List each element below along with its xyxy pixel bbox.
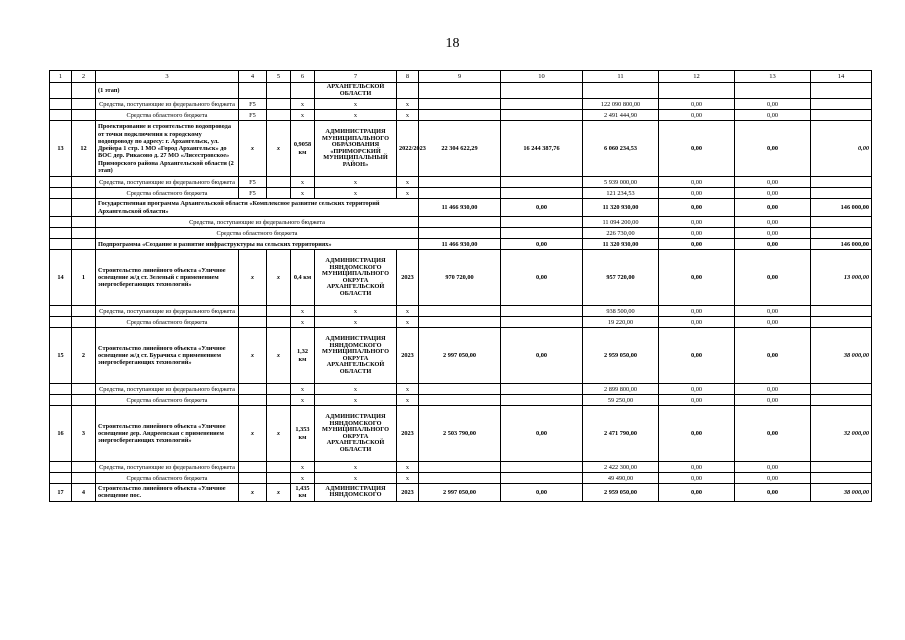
table-row (50, 384, 872, 395)
table-row (50, 110, 872, 121)
cell-c2: 3 (72, 406, 96, 462)
cell-c14: 0,00 (811, 121, 872, 177)
cell-c11: 19 220,00 (583, 317, 659, 328)
cell-c5: х (267, 484, 291, 501)
agency-cell: АДМИНИСТРАЦИЯ НЯНДОМСКОГО МУНИЦИПАЛЬНОГО ОКРУГА АРХАНГЕЛЬСКОЙ ОБЛАСТИ (315, 328, 397, 384)
cell-c9: 11 466 930,00 (419, 199, 501, 217)
cell-c8: х (397, 177, 419, 188)
table-row (50, 177, 872, 188)
cell-c2 (72, 199, 96, 217)
cell-c8: 2023 (397, 484, 419, 501)
cell-c5 (267, 306, 291, 317)
cell-c1: 13 (50, 121, 72, 177)
cell-c6: х (291, 99, 315, 110)
cell-c10 (501, 317, 583, 328)
cell-c13: 0,00 (735, 199, 811, 217)
cell-c2 (72, 395, 96, 406)
cell-c4 (239, 473, 267, 484)
cell-c8: х (397, 384, 419, 395)
cell-c14 (811, 462, 872, 473)
page-number: 18 (445, 36, 460, 51)
cell-c14 (811, 317, 872, 328)
cell-c12: 0,00 (659, 306, 735, 317)
cell-c5: х (267, 121, 291, 177)
cell-c9: 970 720,00 (419, 250, 501, 306)
cell-c12: 0,00 (659, 199, 735, 217)
cell-c8: 2023 (397, 406, 419, 462)
cell-c5 (267, 395, 291, 406)
cell-c4: F5 (239, 99, 267, 110)
cell-c14 (811, 99, 872, 110)
cell-c9 (419, 188, 501, 199)
cell-c11: 957 720,00 (583, 250, 659, 306)
cell-c2 (72, 306, 96, 317)
cell-c6: х (291, 317, 315, 328)
cell-c4: F5 (239, 110, 267, 121)
program-title: Подпрограмма «Создание и развитие инфраструктуры на сельских территориях» (96, 239, 419, 250)
cell-c4: F5 (239, 177, 267, 188)
cell-c10 (501, 473, 583, 484)
cell-c8: х (397, 462, 419, 473)
cell-c5 (267, 110, 291, 121)
cell-c10 (501, 83, 583, 99)
header-row (50, 71, 872, 83)
cell-c11: 2 959 050,00 (583, 328, 659, 384)
cell-c1 (50, 188, 72, 199)
cell-c14 (811, 217, 872, 228)
cell-c9: 11 466 930,00 (419, 239, 501, 250)
agency-cell: АДМИНИСТРАЦИЯ МУНИЦИПАЛЬНОГО ОБРАЗОВАНИЯ «ПРИМОРСКИЙ МУНИЦИПАЛЬНЫЙ РАЙОН» (315, 121, 397, 177)
funding-source: Средства, поступающие из федерального бюджета (96, 384, 239, 395)
cell-c13: 0,00 (735, 110, 811, 121)
header-cell: 2 (72, 71, 96, 83)
header-cell: 14 (811, 71, 872, 83)
cell-c9 (419, 228, 501, 239)
cell-c12: 0,00 (659, 317, 735, 328)
cell-c13 (735, 83, 811, 99)
cell-c11 (583, 83, 659, 99)
cell-c2 (72, 228, 96, 239)
cell-c14: 38 000,00 (811, 328, 872, 384)
table-row (50, 239, 872, 250)
cell-c1 (50, 239, 72, 250)
cell-c2 (72, 384, 96, 395)
cell-c14 (811, 473, 872, 484)
cell-c6: х (291, 473, 315, 484)
cell-c8: х (397, 306, 419, 317)
cell-c1 (50, 177, 72, 188)
header-cell: 13 (735, 71, 811, 83)
cell-c10 (501, 217, 583, 228)
cell-c9 (419, 462, 501, 473)
cell-c1 (50, 384, 72, 395)
cell-c2 (72, 177, 96, 188)
cell-c9: 2 997 050,00 (419, 328, 501, 384)
cell-c14 (811, 306, 872, 317)
cell-c9: 2 503 790,00 (419, 406, 501, 462)
cell-c14 (811, 395, 872, 406)
header-cell: 5 (267, 71, 291, 83)
cell-c12: 0,00 (659, 110, 735, 121)
cell-c11: 49 490,00 (583, 473, 659, 484)
table-row (50, 306, 872, 317)
cell-c6: х (291, 462, 315, 473)
object-name: Строительство линейного объекта «Уличное освещение ж/д ст. Зеленый с применением энергосберегающих технологий» (96, 250, 239, 306)
cell-c9 (419, 473, 501, 484)
cell-c1: 14 (50, 250, 72, 306)
agency-cell: х (315, 473, 397, 484)
cell-c4 (239, 306, 267, 317)
cell-c5 (267, 473, 291, 484)
cell-c1 (50, 317, 72, 328)
cell-c5 (267, 177, 291, 188)
cell-c4 (239, 83, 267, 99)
cell-c1: 15 (50, 328, 72, 384)
cell-c11: 11 320 930,00 (583, 199, 659, 217)
cell-c13: 0,00 (735, 473, 811, 484)
table-row (50, 121, 872, 177)
cell-c11: 5 939 000,00 (583, 177, 659, 188)
cell-c13: 0,00 (735, 239, 811, 250)
cell-c6: х (291, 110, 315, 121)
cell-c8: х (397, 473, 419, 484)
cell-c5 (267, 462, 291, 473)
cell-c13: 0,00 (735, 406, 811, 462)
cell-c10 (501, 306, 583, 317)
cell-c13: 0,00 (735, 484, 811, 501)
cell-c11: 226 730,00 (583, 228, 659, 239)
table-row (50, 317, 872, 328)
object-name: Строительство линейного объекта «Уличное освещение дер. Андреевская с применением энергосберегающих технологий» (96, 406, 239, 462)
cell-c6: х (291, 395, 315, 406)
cell-c13: 0,00 (735, 177, 811, 188)
program-title: Государственная программа Архангельской области «Комплексное развитие сельских территорий Архангельской области» (96, 199, 419, 217)
cell-c1 (50, 462, 72, 473)
cell-c4: х (239, 406, 267, 462)
cell-c10: 0,00 (501, 328, 583, 384)
cell-c10: 0,00 (501, 406, 583, 462)
cell-c2 (72, 239, 96, 250)
cell-c8: х (397, 317, 419, 328)
cell-c13: 0,00 (735, 121, 811, 177)
cell-c10: 16 244 387,76 (501, 121, 583, 177)
funding-source: Средства, поступающие из федерального бюджета (96, 217, 419, 228)
cell-c14 (811, 384, 872, 395)
funding-source: Средства областного бюджета (96, 317, 239, 328)
header-cell: 8 (397, 71, 419, 83)
cell-c1 (50, 306, 72, 317)
cell-c10 (501, 188, 583, 199)
agency-cell: х (315, 99, 397, 110)
cell-c1: 16 (50, 406, 72, 462)
table-body (50, 71, 872, 502)
cell-c10 (501, 384, 583, 395)
cell-c11: 121 234,53 (583, 188, 659, 199)
cell-c1 (50, 217, 72, 228)
cell-c5: х (267, 406, 291, 462)
cell-c14: 146 000,00 (811, 239, 872, 250)
object-name: Строительство линейного объекта «Уличное освещение ж/д ст. Бурачиха с применением энергосберегающих технологий» (96, 328, 239, 384)
cell-c1 (50, 228, 72, 239)
cell-c5 (267, 317, 291, 328)
table-row (50, 484, 872, 501)
cell-c11: 2 959 050,00 (583, 484, 659, 501)
cell-c2: 4 (72, 484, 96, 501)
funding-source: Средства областного бюджета (96, 110, 239, 121)
cell-c11: 11 094 200,00 (583, 217, 659, 228)
cell-c9 (419, 110, 501, 121)
cell-c1: 17 (50, 484, 72, 501)
table-row (50, 406, 872, 462)
cell-c4: х (239, 328, 267, 384)
cell-c13: 0,00 (735, 217, 811, 228)
cell-c8: х (397, 395, 419, 406)
cell-c9 (419, 99, 501, 110)
cell-c4: х (239, 250, 267, 306)
cell-c9 (419, 177, 501, 188)
cell-c12: 0,00 (659, 484, 735, 501)
funding-source: Средства областного бюджета (96, 473, 239, 484)
table-row (50, 250, 872, 306)
header-cell: 11 (583, 71, 659, 83)
cell-c12: 0,00 (659, 177, 735, 188)
cell-c2: 12 (72, 121, 96, 177)
cell-c2 (72, 110, 96, 121)
table-row (50, 217, 872, 228)
cell-c9: 2 997 050,00 (419, 484, 501, 501)
cell-c2 (72, 83, 96, 99)
agency-cell: АДМИНИСТРАЦИЯ НЯНДОМСКОГО МУНИЦИПАЛЬНОГО ОКРУГА АРХАНГЕЛЬСКОЙ ОБЛАСТИ (315, 406, 397, 462)
cell-c13: 0,00 (735, 306, 811, 317)
cell-c5: х (267, 250, 291, 306)
funding-source: Средства, поступающие из федерального бюджета (96, 177, 239, 188)
agency-cell: х (315, 462, 397, 473)
cell-c12: 0,00 (659, 462, 735, 473)
cell-c6: х (291, 306, 315, 317)
cell-c14 (811, 188, 872, 199)
cell-c8: 2023 (397, 250, 419, 306)
cell-c10 (501, 110, 583, 121)
cell-c12: 0,00 (659, 228, 735, 239)
header-cell: 4 (239, 71, 267, 83)
agency-cell: АДМИНИСТРАЦИЯ НЯНДОМСКОГО МУНИЦИПАЛЬНОГО ОКРУГА АРХАНГЕЛЬСКОЙ ОБЛАСТИ (315, 250, 397, 306)
funding-source: Средства, поступающие из федерального бюджета (96, 306, 239, 317)
header-cell: 6 (291, 71, 315, 83)
cell-c14: 38 000,00 (811, 484, 872, 501)
cell-c10 (501, 395, 583, 406)
cell-c6: 1,353 км (291, 406, 315, 462)
cell-c10 (501, 177, 583, 188)
table-row (50, 99, 872, 110)
agency-cell: х (315, 110, 397, 121)
cell-c12: 0,00 (659, 188, 735, 199)
cell-c13: 0,00 (735, 384, 811, 395)
cell-c12: 0,00 (659, 239, 735, 250)
cell-c10 (501, 99, 583, 110)
agency-cell: х (315, 317, 397, 328)
header-cell: 7 (315, 71, 397, 83)
cell-c11: 2 491 444,90 (583, 110, 659, 121)
cell-c14: 146 000,00 (811, 199, 872, 217)
cell-c4 (239, 317, 267, 328)
funding-source: Средства, поступающие из федерального бюджета (96, 462, 239, 473)
cell-c5 (267, 384, 291, 395)
funding-source: (1 этап) (96, 83, 239, 99)
cell-c4: х (239, 121, 267, 177)
cell-c14 (811, 228, 872, 239)
cell-c1 (50, 473, 72, 484)
cell-c11: 2 422 300,00 (583, 462, 659, 473)
cell-c9 (419, 395, 501, 406)
cell-c5 (267, 99, 291, 110)
cell-c5 (267, 188, 291, 199)
cell-c13: 0,00 (735, 99, 811, 110)
cell-c10: 0,00 (501, 484, 583, 501)
agency-cell: АРХАНГЕЛЬСКОЙ ОБЛАСТИ (315, 83, 397, 99)
cell-c10: 0,00 (501, 199, 583, 217)
agency-cell: х (315, 395, 397, 406)
cell-c9 (419, 217, 501, 228)
cell-c14 (811, 110, 872, 121)
object-name: Строительство линейного объекта «Уличное освещение пос. (96, 484, 239, 501)
cell-c6: 0,4 км (291, 250, 315, 306)
cell-c12 (659, 83, 735, 99)
agency-cell: х (315, 177, 397, 188)
cell-c1 (50, 83, 72, 99)
agency-cell: х (315, 384, 397, 395)
cell-c10 (501, 228, 583, 239)
cell-c6: 0,9058 км (291, 121, 315, 177)
cell-c2 (72, 462, 96, 473)
agency-cell: АДМИНИСТРАЦИЯ НЯНДОМСКОГО (315, 484, 397, 501)
budget-table (49, 70, 872, 502)
cell-c12: 0,00 (659, 99, 735, 110)
cell-c14: 32 000,00 (811, 406, 872, 462)
header-cell: 12 (659, 71, 735, 83)
cell-c6: х (291, 188, 315, 199)
object-name: Проектирование и строительство водопровода от точки подключения к городскому водопроводу по адресу: г. Архангельск, ул. Дрейера 1 стр. 1 МО «Город Архангельск» до ВОС дер. Рикасово д. 27 МО «Лисестровское» Приморского района Архангельской области (2 этап) (96, 121, 239, 177)
cell-c8: х (397, 110, 419, 121)
header-cell: 3 (96, 71, 239, 83)
cell-c11: 938 500,00 (583, 306, 659, 317)
cell-c13: 0,00 (735, 228, 811, 239)
cell-c9 (419, 83, 501, 99)
table-row (50, 228, 872, 239)
cell-c9 (419, 384, 501, 395)
cell-c12: 0,00 (659, 250, 735, 306)
cell-c8: х (397, 188, 419, 199)
agency-cell: х (315, 188, 397, 199)
cell-c12: 0,00 (659, 328, 735, 384)
cell-c9 (419, 306, 501, 317)
funding-source: Средства областного бюджета (96, 188, 239, 199)
cell-c11: 6 060 234,53 (583, 121, 659, 177)
cell-c5: х (267, 328, 291, 384)
cell-c11: 122 090 800,00 (583, 99, 659, 110)
cell-c6: х (291, 384, 315, 395)
table-row (50, 83, 872, 99)
cell-c1 (50, 395, 72, 406)
cell-c6: х (291, 177, 315, 188)
header-cell: 9 (419, 71, 501, 83)
cell-c13: 0,00 (735, 317, 811, 328)
cell-c1 (50, 99, 72, 110)
cell-c11: 11 320 930,00 (583, 239, 659, 250)
cell-c12: 0,00 (659, 217, 735, 228)
cell-c5 (267, 83, 291, 99)
table-row (50, 473, 872, 484)
header-cell: 10 (501, 71, 583, 83)
table-row (50, 395, 872, 406)
cell-c10 (501, 462, 583, 473)
cell-c4 (239, 395, 267, 406)
cell-c10: 0,00 (501, 250, 583, 306)
cell-c13: 0,00 (735, 188, 811, 199)
cell-c4 (239, 384, 267, 395)
cell-c2: 1 (72, 250, 96, 306)
cell-c11: 2 471 790,00 (583, 406, 659, 462)
agency-cell: х (315, 306, 397, 317)
funding-source: Средства областного бюджета (96, 228, 419, 239)
cell-c11: 2 899 800,00 (583, 384, 659, 395)
cell-c9: 22 304 622,29 (419, 121, 501, 177)
cell-c11: 59 250,00 (583, 395, 659, 406)
cell-c4: F5 (239, 188, 267, 199)
funding-source: Средства областного бюджета (96, 395, 239, 406)
cell-c6 (291, 83, 315, 99)
cell-c1 (50, 110, 72, 121)
cell-c14 (811, 177, 872, 188)
cell-c12: 0,00 (659, 384, 735, 395)
table-row (50, 328, 872, 384)
cell-c12: 0,00 (659, 473, 735, 484)
table-row (50, 188, 872, 199)
cell-c13: 0,00 (735, 462, 811, 473)
cell-c13: 0,00 (735, 328, 811, 384)
cell-c12: 0,00 (659, 121, 735, 177)
cell-c4 (239, 462, 267, 473)
cell-c12: 0,00 (659, 406, 735, 462)
cell-c14 (811, 83, 872, 99)
cell-c12: 0,00 (659, 395, 735, 406)
cell-c13: 0,00 (735, 250, 811, 306)
cell-c8: 2023 (397, 328, 419, 384)
cell-c2 (72, 217, 96, 228)
cell-c2 (72, 473, 96, 484)
cell-c14: 13 000,00 (811, 250, 872, 306)
header-cell: 1 (50, 71, 72, 83)
table-row (50, 199, 872, 217)
cell-c2 (72, 99, 96, 110)
cell-c9 (419, 317, 501, 328)
cell-c13: 0,00 (735, 395, 811, 406)
cell-c2: 2 (72, 328, 96, 384)
table-row (50, 462, 872, 473)
cell-c8 (397, 83, 419, 99)
cell-c4: х (239, 484, 267, 501)
cell-c6: 1,32 км (291, 328, 315, 384)
funding-source: Средства, поступающие из федерального бюджета (96, 99, 239, 110)
cell-c10: 0,00 (501, 239, 583, 250)
cell-c6: 1,435 км (291, 484, 315, 501)
cell-c2 (72, 188, 96, 199)
cell-c1 (50, 199, 72, 217)
cell-c2 (72, 317, 96, 328)
cell-c8: х (397, 99, 419, 110)
cell-c8: 2022/2023 (397, 121, 419, 177)
